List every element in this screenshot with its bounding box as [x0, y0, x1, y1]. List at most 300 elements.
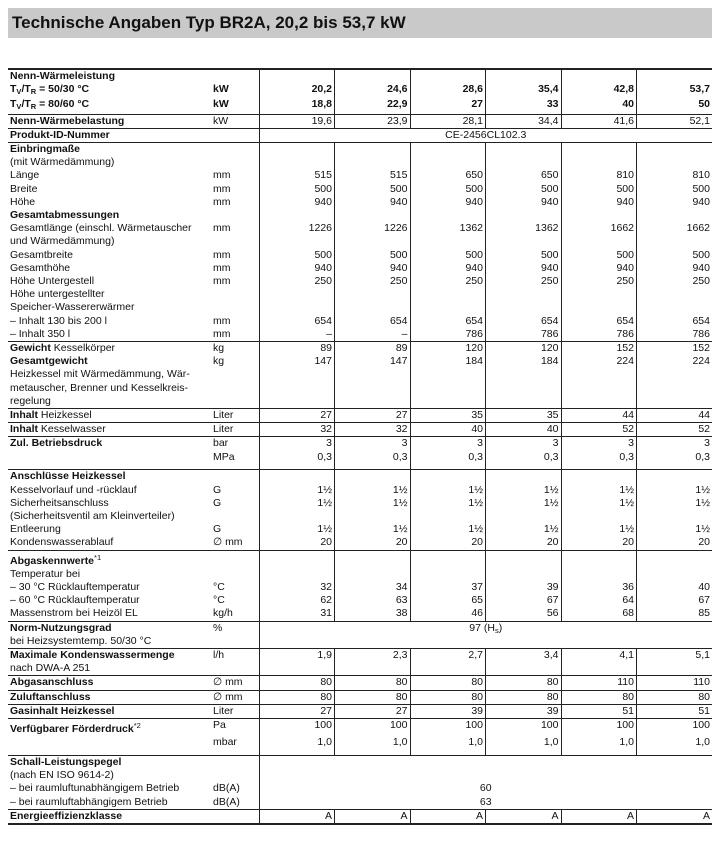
row-unit: kg/h [213, 607, 233, 620]
cell: 500 [637, 183, 713, 196]
cell: 250 [637, 275, 713, 288]
cell: 32 [259, 423, 335, 437]
cell: 80 [259, 676, 335, 690]
row-label: Nenn-Wärmeleistung [8, 69, 211, 83]
row-zuluftanschluss [8, 690, 712, 704]
cell: 1½ [486, 523, 562, 536]
row-energieeffizienz [8, 809, 712, 824]
row-unit: kW [213, 98, 229, 111]
cell: 500 [637, 249, 713, 262]
cell: 1662 [561, 222, 637, 248]
row-foerderdruck-mbar [8, 736, 712, 749]
row-unit: G [213, 496, 222, 509]
row-gesamtgewicht [8, 355, 712, 408]
cell: 20 [637, 536, 713, 550]
cell: 32 [335, 423, 411, 437]
row-betriebsdruck-bar [8, 437, 712, 451]
row-label: Inhalt Heizkessel [8, 409, 211, 423]
row-label: – 30 °C Rücklauftemperatur [10, 581, 140, 594]
cell: 1226 [259, 222, 335, 248]
cell: 1,0 [561, 736, 637, 749]
row-unit: mm [213, 275, 231, 288]
cell: A [561, 809, 637, 824]
row-inhalt-350 [8, 328, 712, 342]
cell: 500 [259, 249, 335, 262]
row-label: Norm-Nutzungsgrad bei Heizsystemtemp. 50/30 °C [8, 621, 211, 648]
cell: – [335, 328, 411, 342]
cell: 39 [410, 704, 486, 718]
cell: 152 [561, 342, 637, 356]
cell: 500 [410, 249, 486, 262]
cell: 37 [410, 581, 486, 594]
cell: A [259, 809, 335, 824]
row-unit: MPa [213, 450, 235, 463]
cell: 515 [335, 169, 411, 182]
cell: 147 [259, 355, 335, 408]
cell: 40 [410, 423, 486, 437]
cell: 80 [486, 690, 562, 704]
cell: 24,6 [335, 83, 411, 98]
row-unit: ∅ mm [213, 536, 243, 549]
cell: 940 [486, 262, 562, 275]
cell: 100 [410, 719, 486, 737]
row-unit: mm [213, 327, 231, 340]
cell: 28,1 [410, 114, 486, 128]
cell: 27 [259, 409, 335, 423]
cell: 940 [335, 196, 411, 209]
row-unit: % [211, 621, 259, 648]
row-abgasanschluss [8, 676, 712, 690]
row-label: Anschlüsse Heizkessel [8, 470, 211, 484]
row-schall [8, 755, 712, 782]
row-label: Zul. Betriebsdruck [8, 437, 211, 451]
cell: 39 [486, 704, 562, 718]
row-nwl-50-30 [8, 83, 712, 98]
cell: 654 [259, 315, 335, 328]
cell: 80 [410, 676, 486, 690]
cell: 3 [259, 437, 335, 451]
row-gesamtabmessungen [8, 209, 712, 222]
row-label: Einbringmaße (mit Wärmedämmung) [8, 143, 211, 170]
row-abgas-30 [8, 581, 712, 594]
row-unit: °C [213, 594, 225, 607]
cell: 39 [486, 581, 562, 594]
cell: 940 [335, 262, 411, 275]
cell: 27 [335, 409, 411, 423]
cell: 100 [637, 719, 713, 737]
cell: 940 [486, 196, 562, 209]
cell: 40 [486, 423, 562, 437]
cell: 40 [561, 98, 637, 114]
cell: 650 [410, 169, 486, 182]
row-unit: mm [213, 261, 231, 274]
cell: 27 [410, 98, 486, 114]
cell: 654 [335, 315, 411, 328]
row-unit: mm [213, 195, 231, 208]
cell: 62 [259, 594, 335, 607]
cell: 654 [486, 315, 562, 328]
row-label: Energieeffizienzklasse [8, 809, 211, 824]
row-betriebsdruck-mpa [8, 451, 712, 464]
cell: 3 [486, 437, 562, 451]
cell: 1½ [561, 523, 637, 536]
cell: 28,6 [410, 83, 486, 98]
cell: 0,3 [637, 451, 713, 464]
cell: 147 [335, 355, 411, 408]
cell: 0,3 [486, 451, 562, 464]
cell: 44 [561, 409, 637, 423]
cell: 515 [259, 169, 335, 182]
cell: 1½ [561, 497, 637, 523]
row-label: Kesselvorlauf und -rücklauf [10, 483, 137, 496]
cell: 4,1 [561, 649, 637, 676]
cell: 0,3 [561, 451, 637, 464]
row-label: – Inhalt 130 bis 200 l [10, 314, 107, 327]
row-inhalt-kesselwasser [8, 423, 712, 437]
cell: 0,3 [410, 451, 486, 464]
row-unit: ∅ mm [211, 676, 259, 690]
row-label: Gasinhalt Heizkessel [8, 704, 211, 718]
row-unit: G [213, 523, 222, 536]
cell: 110 [561, 676, 637, 690]
schall-value: 60 [259, 782, 712, 795]
row-unit: mm [213, 248, 231, 261]
row-label: Maximale Kondenswassermenge nach DWA-A 251 [8, 649, 211, 676]
row-laenge [8, 169, 712, 182]
row-hoehe [8, 196, 712, 209]
cell: 786 [561, 328, 637, 342]
cell: 33 [486, 98, 562, 114]
cell: 1½ [335, 523, 411, 536]
cell: A [335, 809, 411, 824]
schall-value: 63 [259, 796, 712, 810]
cell: A [637, 809, 713, 824]
row-label: – Inhalt 350 l [10, 327, 71, 340]
cell: 80 [335, 690, 411, 704]
cell: 34,4 [486, 114, 562, 128]
cell: 67 [637, 594, 713, 607]
row-breite [8, 183, 712, 196]
row-foerderdruck-pa [8, 719, 712, 737]
cell: 100 [486, 719, 562, 737]
cell: 654 [410, 315, 486, 328]
cell: 500 [335, 249, 411, 262]
cell: 44 [637, 409, 713, 423]
cell: 3,4 [486, 649, 562, 676]
cell: 3 [637, 437, 713, 451]
row-anschluesse [8, 470, 712, 484]
cell: 786 [637, 328, 713, 342]
row-gesamtbreite [8, 249, 712, 262]
cell: 20 [259, 536, 335, 550]
cell: 786 [410, 328, 486, 342]
cell: 1½ [410, 523, 486, 536]
cell: 68 [561, 607, 637, 621]
cell: 1½ [410, 497, 486, 523]
cell: 50 [637, 98, 713, 114]
cell: – [259, 328, 335, 342]
cell: 0,3 [335, 451, 411, 464]
cell: 80 [259, 690, 335, 704]
row-produkt-id [8, 128, 712, 142]
row-nwl-80-60 [8, 98, 712, 114]
cell: 100 [561, 719, 637, 737]
cell: 3 [410, 437, 486, 451]
cell: 35 [486, 409, 562, 423]
row-abgas-60 [8, 594, 712, 607]
cell: 85 [637, 607, 713, 621]
row-label: Gesamthöhe [10, 261, 71, 274]
cell: 1½ [637, 484, 713, 497]
row-label: Nenn-Wärmebelastung [8, 114, 211, 128]
cell: 1½ [259, 497, 335, 523]
row-label: Verfügbarer Förderdruck$^{*2}$ [8, 719, 211, 737]
cell: 1,0 [335, 736, 411, 749]
cell: 64 [561, 594, 637, 607]
row-gesamtlaenge [8, 222, 712, 248]
cell: 27 [335, 704, 411, 718]
row-unit: kW [213, 83, 229, 96]
cell: 500 [259, 183, 335, 196]
cell: 1362 [486, 222, 562, 248]
cell: 654 [637, 315, 713, 328]
row-unit: ∅ mm [211, 690, 259, 704]
cell: A [486, 809, 562, 824]
cell: 110 [637, 676, 713, 690]
row-unit: l/h [211, 649, 259, 676]
row-kondenswasserablauf [8, 536, 712, 550]
row-kesselvorlauf [8, 484, 712, 497]
cell: 120 [486, 342, 562, 356]
cell: 810 [637, 169, 713, 182]
row-unit: mm [213, 169, 231, 182]
cell: 1,0 [259, 736, 335, 749]
row-sicherheitsanschluss [8, 497, 712, 523]
cell: 810 [561, 169, 637, 182]
row-label: Gesamtlänge (einschl. Wärmetauscher und Wärmedämmung) [10, 222, 192, 248]
cell: 500 [561, 183, 637, 196]
cell: 500 [561, 249, 637, 262]
row-label: Schall-Leistungspegel (nach EN ISO 9614-2) [8, 755, 211, 782]
cell: 940 [410, 262, 486, 275]
row-norm-nutzungsgrad [8, 621, 712, 648]
row-label: Gesamtgewicht Heizkessel mit Wärmedämmung, Wär- metauscher, Brenner und Kesselkreis- regelung [10, 355, 190, 407]
cell: 250 [335, 275, 411, 288]
cell: 56 [486, 607, 562, 621]
cell: 1362 [410, 222, 486, 248]
cell: 120 [410, 342, 486, 356]
cell: 34 [335, 581, 411, 594]
cell: 51 [637, 704, 713, 718]
row-unit: kg [211, 342, 259, 356]
cell: 22,9 [335, 98, 411, 114]
cell: 940 [410, 196, 486, 209]
row-label: Zuluftanschluss [8, 690, 211, 704]
cell: 38 [335, 607, 411, 621]
cell: 250 [410, 275, 486, 288]
cell: 1½ [561, 484, 637, 497]
page-title [8, 8, 712, 38]
row-label: Abgasanschluss [8, 676, 211, 690]
cell: 89 [335, 342, 411, 356]
cell: 184 [410, 355, 486, 408]
row-label: Inhalt Kesselwasser [8, 423, 211, 437]
row-label: – bei raumluftunabhängigem Betrieb [10, 782, 180, 795]
cell: 100 [335, 719, 411, 737]
cell: 1662 [637, 222, 713, 248]
row-label: Kondenswasserablauf [10, 536, 114, 549]
cell: 1½ [259, 523, 335, 536]
cell: 20 [561, 536, 637, 550]
cell: 80 [637, 690, 713, 704]
cell: 152 [637, 342, 713, 356]
row-nennwaermebelastung [8, 114, 712, 128]
cell: 35 [410, 409, 486, 423]
cell: 1,0 [637, 736, 713, 749]
cell: 2,7 [410, 649, 486, 676]
row-label: Gewicht Kesselkörper [8, 342, 211, 356]
cell: 20,2 [259, 83, 335, 98]
cell: 89 [259, 342, 335, 356]
row-unit: Liter [211, 704, 259, 718]
cell: 31 [259, 607, 335, 621]
cell: 650 [486, 169, 562, 182]
row-label: – 60 °C Rücklauftemperatur [10, 594, 140, 607]
row-unit: Liter [211, 423, 259, 437]
cell: 53,7 [637, 83, 713, 98]
cell: 1,0 [410, 736, 486, 749]
cell: 80 [410, 690, 486, 704]
row-hoehe-speicher [8, 288, 712, 314]
cell: 1½ [410, 484, 486, 497]
cell: 250 [259, 275, 335, 288]
row-gewicht [8, 342, 712, 356]
row-unit: G [213, 483, 222, 496]
row-schall-unabhaengig [8, 782, 712, 795]
cell: 654 [561, 315, 637, 328]
cell: 940 [259, 196, 335, 209]
row-massenstrom [8, 607, 712, 621]
cell: 36 [561, 581, 637, 594]
cell: 500 [486, 183, 562, 196]
row-nennwaermeleistung [8, 69, 712, 83]
cell: 52 [561, 423, 637, 437]
cell: 940 [637, 196, 713, 209]
cell: 42,8 [561, 83, 637, 98]
row-unit: bar [211, 437, 259, 451]
cell: 224 [561, 355, 637, 408]
row-gesamthoehe [8, 262, 712, 275]
cell: 1½ [637, 497, 713, 523]
cell: 80 [335, 676, 411, 690]
cell: 1½ [259, 484, 335, 497]
row-unit: mbar [213, 736, 237, 749]
cell: 1,0 [486, 736, 562, 749]
row-gasinhalt [8, 704, 712, 718]
cell: 20 [486, 536, 562, 550]
cell: 51 [561, 704, 637, 718]
spec-table [8, 68, 712, 825]
cell: 1,9 [259, 649, 335, 676]
row-label: Höhe Untergestell [10, 275, 95, 288]
norm-nutzungsgrad-value: 97 $(H_s)$ [259, 621, 712, 648]
cell: 65 [410, 594, 486, 607]
cell: 18,8 [259, 98, 335, 114]
cell: 52 [637, 423, 713, 437]
cell: 19,6 [259, 114, 335, 128]
cell: 100 [259, 719, 335, 737]
cell: 20 [410, 536, 486, 550]
row-label: Breite [10, 182, 38, 195]
cell: 46 [410, 607, 486, 621]
cell: 250 [486, 275, 562, 288]
row-abgaskennwerte [8, 550, 712, 581]
row-schall-abhaengig [8, 796, 712, 810]
cell: 20 [335, 536, 411, 550]
row-unit: dB(A) [213, 795, 240, 808]
cell: 23,9 [335, 114, 411, 128]
row-unit: mm [213, 182, 231, 195]
row-kondenswassermenge [8, 649, 712, 676]
cell: 1½ [486, 484, 562, 497]
row-label: Gesamtbreite [10, 248, 74, 261]
cell: 786 [486, 328, 562, 342]
cell: 3 [561, 437, 637, 451]
row-unit: dB(A) [213, 782, 240, 795]
cell: 40 [637, 581, 713, 594]
row-unit: mm [213, 314, 231, 327]
cell: 27 [259, 704, 335, 718]
row-label: $T_V/T_R = 50/30$ °C [10, 83, 90, 97]
cell: 67 [486, 594, 562, 607]
title-text: Technische Angaben Typ BR2A, 20,2 bis 53,7 kW [12, 13, 406, 32]
row-unit: kg [213, 355, 225, 368]
row-label: Höhe [10, 195, 36, 208]
cell: 224 [637, 355, 713, 408]
row-hoehe-untergestell [8, 275, 712, 288]
cell: 940 [561, 196, 637, 209]
row-label: – bei raumluftabhängigem Betrieb [10, 795, 168, 808]
cell: 940 [637, 262, 713, 275]
cell: 80 [561, 690, 637, 704]
cell: 1½ [335, 497, 411, 523]
cell: 80 [486, 676, 562, 690]
cell: 940 [561, 262, 637, 275]
cell: 500 [486, 249, 562, 262]
product-id-value: CE-2456CL102.3 [259, 128, 712, 142]
cell: 63 [335, 594, 411, 607]
row-label: Produkt-ID-Nummer [8, 128, 211, 142]
cell: 500 [410, 183, 486, 196]
cell: 250 [561, 275, 637, 288]
cell: 52,1 [637, 114, 713, 128]
row-label: Entleerung [10, 523, 61, 536]
row-unit: °C [213, 581, 225, 594]
cell: 940 [259, 262, 335, 275]
row-label: $T_V/T_R = 80/60$ °C [10, 98, 90, 112]
cell: 1½ [486, 497, 562, 523]
row-label: Länge [10, 169, 40, 182]
row-label: Massenstrom bei Heizöl EL [10, 607, 138, 620]
row-unit: Pa [211, 719, 259, 737]
cell: 5,1 [637, 649, 713, 676]
row-label: Gesamtabmessungen [10, 209, 120, 222]
row-label: Höhe untergestellter Speicher-Wassererwärmer [10, 288, 135, 314]
row-inhalt-heizkessel [8, 409, 712, 423]
cell: A [410, 809, 486, 824]
row-unit: mm [213, 222, 231, 235]
row-unit: Liter [211, 409, 259, 423]
